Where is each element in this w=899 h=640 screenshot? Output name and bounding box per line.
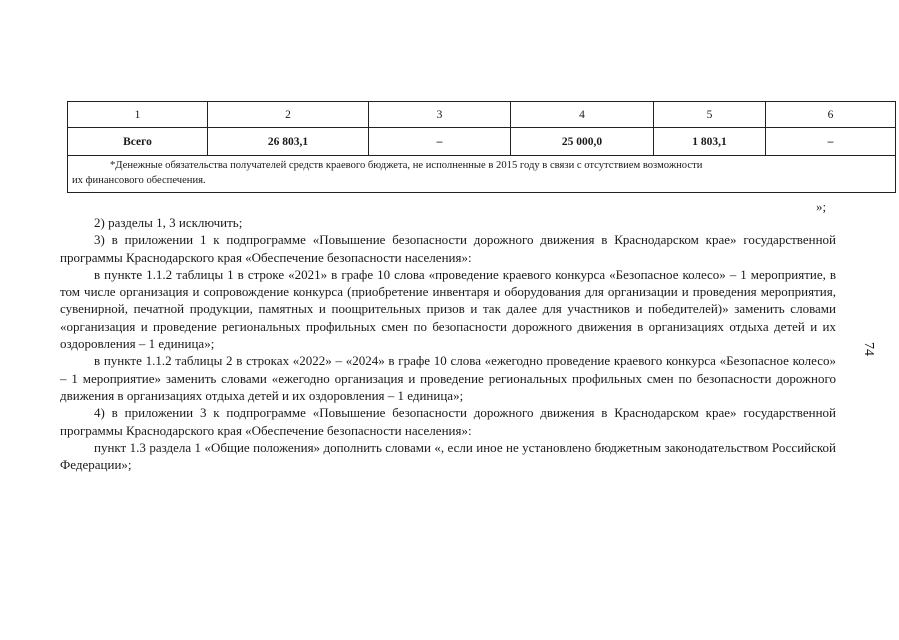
- closing-quote: »;: [816, 199, 827, 214]
- table-note-row: [68, 156, 896, 193]
- table-header-row: [68, 102, 896, 128]
- paragraph: 3) в приложении 1 к подпрограмме «Повышение безопасности дорожного движения в Краснодарском крае» государственной программы Краснодарского края «Обеспечение безопасности населения»:: [60, 232, 836, 265]
- page-number: 74: [861, 342, 876, 356]
- table-footnote: [68, 156, 896, 193]
- total-cell: 1 803,1: [654, 128, 766, 156]
- column-number: 2: [208, 102, 369, 128]
- column-number: 1: [68, 102, 208, 128]
- paragraph: 4) в приложении 3 к подпрограмме «Повышение безопасности дорожного движения в Краснодарском крае» государственной программы Краснодарского края «Обеспечение безопасности населения»:: [60, 405, 836, 438]
- total-cell: 25 000,0: [511, 128, 654, 156]
- total-cell: –: [369, 128, 511, 156]
- paragraph: пункт 1.3 раздела 1 «Общие положения» дополнить словами «, если иное не установлено бюджетным законодательством Российской Федерации»;: [60, 439, 836, 473]
- budget-table: [67, 101, 896, 193]
- footnote-line: *Денежные обязательства получателей средств краевого бюджета, не исполненные в 2015 году в связи с отсутствием возможности: [110, 160, 703, 171]
- column-number: 3: [369, 102, 511, 128]
- footnote-line: их финансового обеспечения.: [72, 175, 206, 186]
- total-cell: –: [766, 128, 896, 156]
- table-total-row: [68, 128, 896, 156]
- body-text: [60, 214, 836, 473]
- total-label: Всего: [68, 128, 208, 156]
- total-cell: 26 803,1: [208, 128, 369, 156]
- paragraph: в пункте 1.1.2 таблицы 1 в строке «2021» в графе 10 слова «проведение краевого конкурса «Безопасное колесо» – 1 мероприятие, в том числе организация и сопровождение конкурса (приобретение инвентаря и оборудования для организации и проведения мероприятия, сувенирной, печатной продукции, памятных и поощрительных призов и так далее для участников и победителей)» заменить словами «организация и проведение региональных профильных смен по безопасности дорожного движения в организациях отдыха детей и их оздоровления – 1 единица»;: [60, 266, 836, 352]
- column-number: 4: [511, 102, 654, 128]
- paragraph: в пункте 1.1.2 таблицы 2 в строках «2022» – «2024» в графе 10 слова «ежегодно проведение краевого конкурса «Безопасное колесо» – 1 мероприятие» заменить словами «ежегодно организация и проведение региональных профильных смен по безопасности дорожного движения в организациях отдыха детей и их оздоровления – 1 единица»;: [60, 353, 836, 403]
- column-number: 6: [766, 102, 896, 128]
- paragraph: 2) разделы 1, 3 исключить;: [94, 215, 243, 230]
- column-number: 5: [654, 102, 766, 128]
